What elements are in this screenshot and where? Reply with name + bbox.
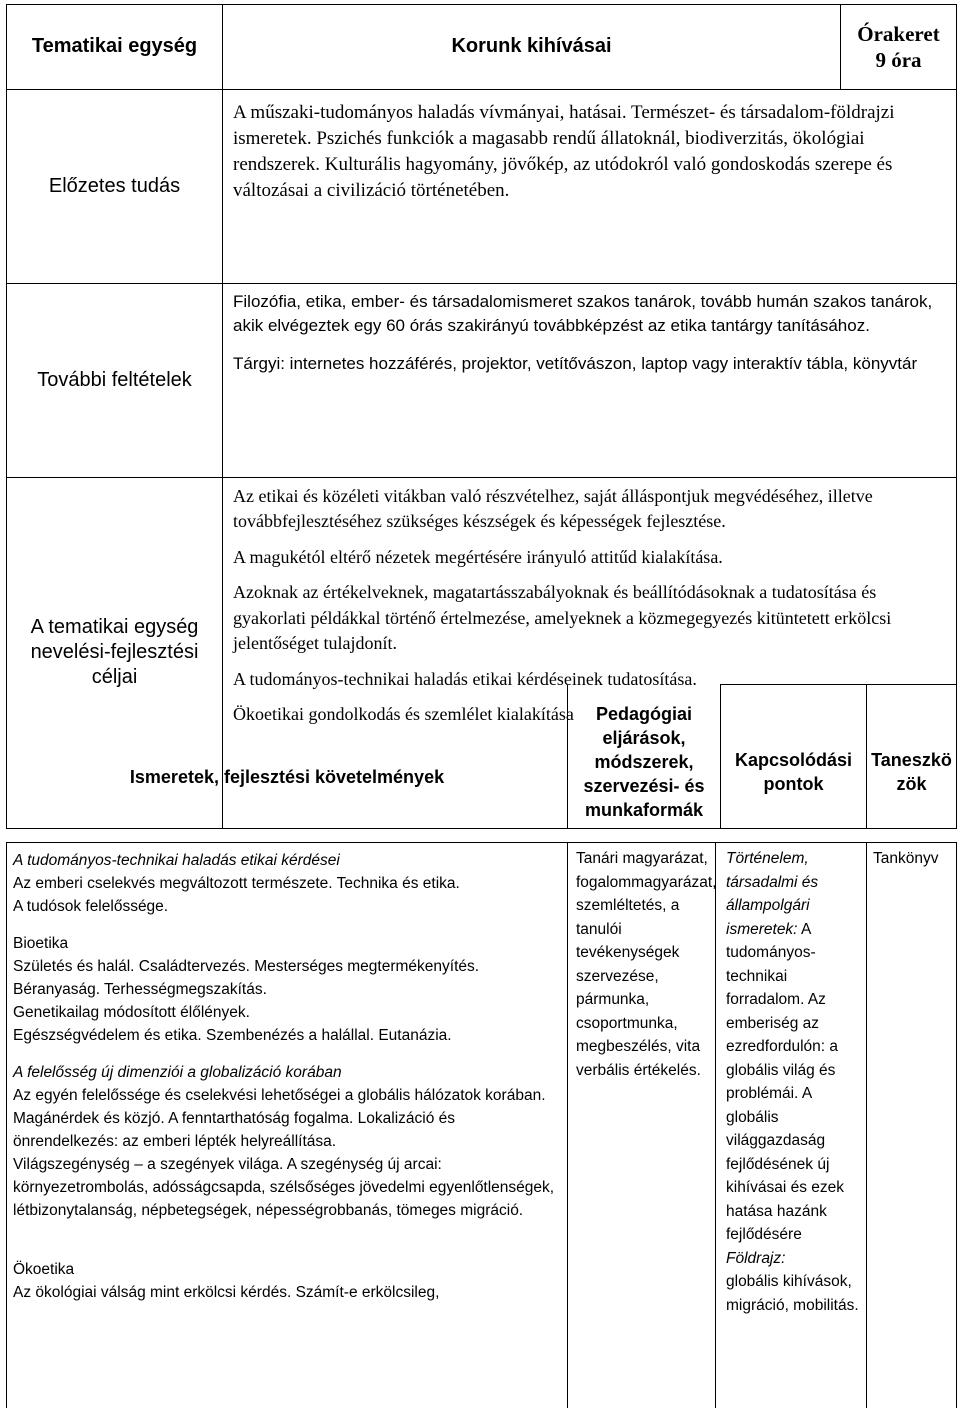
goal-4: A tudományos-technikai haladás etikai kérdéseinek tudatosítása. [233,668,697,689]
section-title-bioethics: Bioetika [13,935,69,952]
bioethics-line1: Születés és halál. Családtervezés. Mesterséges megtermékenyítés. [13,958,480,975]
connection-geography-label: Földrajz: [726,1249,786,1267]
globalization-line2: Magánérdek és közjó. A fenntarthatóság fogalma. Lokalizáció és önrendelkezés: az emberi lépték helyreállítása. [13,1110,456,1150]
content-table [6,842,957,1408]
header-hours-value: 9 óra [875,47,922,72]
goals-label-line1: A tematikai egység [30,616,199,639]
goals-label-line3: céljai [91,666,138,689]
subheader-tools-text: Taneszközök [871,749,952,794]
section-title-tech-ethics: A tudományos-technikai haladás etikai kérdései [13,852,340,869]
subheader-knowledge: Ismeretek, fejlesztési követelmények [7,685,568,829]
further-conditions-label: További feltételek [7,283,223,477]
methods-text: Tanári magyarázat, fogalommagyarázat, szemléltetés, a tanulói tevékenységek szervezése, pármunka, csoportmunka, megbeszélés, vita verbális értékelés. [576,850,717,1079]
tech-ethics-line2: A tudósok felelőssége. [13,898,169,915]
header-hours-label: Órakeret [857,21,940,46]
subheader-tools [867,685,957,829]
tech-ethics-line1: Az emberi cselekvés megváltozott természete. Technika és etika. [13,875,460,892]
subheader-methods: Pedagógiai eljárások, módszerek, szervezési- és munkaformák [568,685,721,829]
knowledge-column [7,843,568,1408]
header-hours [841,5,957,90]
header-unit-label: Tematikai egység [7,5,223,90]
prior-knowledge-text [223,89,957,283]
tools-column [867,843,957,1408]
further-conditions-equipment: Tárgyi: internetes hozzáférés, projektor, vetítővászon, laptop vagy interaktív tábla, könyvtár [233,353,918,373]
further-conditions-teachers: Filozófia, etika, ember- és társadalomismeret szakos tanárok, tovább humán szakos tanárok, akik elvégeztek egy 60 órás szakirányú továbbképzést az etika tantárgy tanításához. [233,291,933,335]
header-unit-title: Korunk kihívásai [223,5,841,90]
globalization-line1: Az egyén felelőssége és cselekvési lehetőségei a globális hálózatok korában. [13,1087,546,1104]
section-title-globalization: A felelősség új dimenziói a globalizáció korában [13,1064,342,1081]
prior-knowledge-label: Előzetes tudás [7,89,223,283]
connection-geography-text: globális kihívások, migráció, mobilitás. [726,1273,859,1314]
section-ecoethics [13,1258,561,1304]
goal-5: Ökoetikai gondolkodás és szemlélet kialakítása [233,704,574,725]
section-bioethics [13,932,561,1047]
further-conditions-text [223,283,957,477]
bioethics-line2: Béranyaság. Terhességmegszakítás. [13,981,267,998]
subheader-connections: Kapcsolódási pontok [721,685,867,829]
goal-1: Az etikai és közéleti vitákban való részvételhez, saját álláspontjuk megvédéséhez, illetve továbbfejlesztéséhez szükséges készségek és képességek fejlesztése. [233,485,873,532]
methods-column [568,843,716,1408]
bioethics-line3: Genetikailag módosított élőlények. [13,1004,250,1021]
section-tech-ethics [13,849,561,918]
goals-label-line2: nevelési-fejlesztési [30,641,199,664]
ecoethics-line1: Az ökológiai válság mint erkölcsi kérdés. Számít-e erkölcsileg, [13,1284,440,1301]
connections-column [716,843,867,1408]
connection-history-text: A tudományos-technikai forradalom. Az emberiség az ezredfordulón: a globális világ és problémái. A globális világgazdaság fejlődésének új kihívásai és ezek hatása hazánk fejlődésére [726,920,845,1243]
connection-history-label: Történelem, társadalmi és állampolgári ismeretek: [726,850,819,938]
section-globalization [13,1061,561,1222]
goal-3: Azoknak az értékelveknek, magatartásszabályoknak és beállítódásoknak a tudatosítása és gyakorlati példákkal történő értelmezése, amelyeknek a közmegegyezés kitüntetett erkölcsi jelentőséget tulajdonít. [233,582,892,654]
subheader-table [6,684,957,829]
section-title-ecoethics: Ökoetika [13,1261,75,1278]
bioethics-line4: Egészségvédelem és etika. Szembenézés a halállal. Eutanázia. [13,1027,452,1044]
tools-text: Tankönyv [873,850,939,867]
prior-knowledge-content: A műszaki-tudományos haladás vívmányai, hatásai. Természet- és társadalom-földrajzi ismeretek. Pszichés funkciók a magasabb rendű állatoknál, biodiverzitás, ökológiai rendszerek. Kulturális hagyomány, jövőkép, az utódokról való gondoskodás szerepe és változásai a civilizáció történetében. [233,101,895,201]
globalization-line3: Világszegénység – a szegények világa. A szegénység új arcai: környezetrombolás, adósságcsapda, szélsőséges jövedelmi egyenlőtlenségek, létbizonytalanság, népbetegségek, népességrobbanás, tömeges migráció. [13,1156,555,1219]
goal-2: A magukétól eltérő nézetek megértésére irányuló attitűd kialakítása. [233,546,723,567]
